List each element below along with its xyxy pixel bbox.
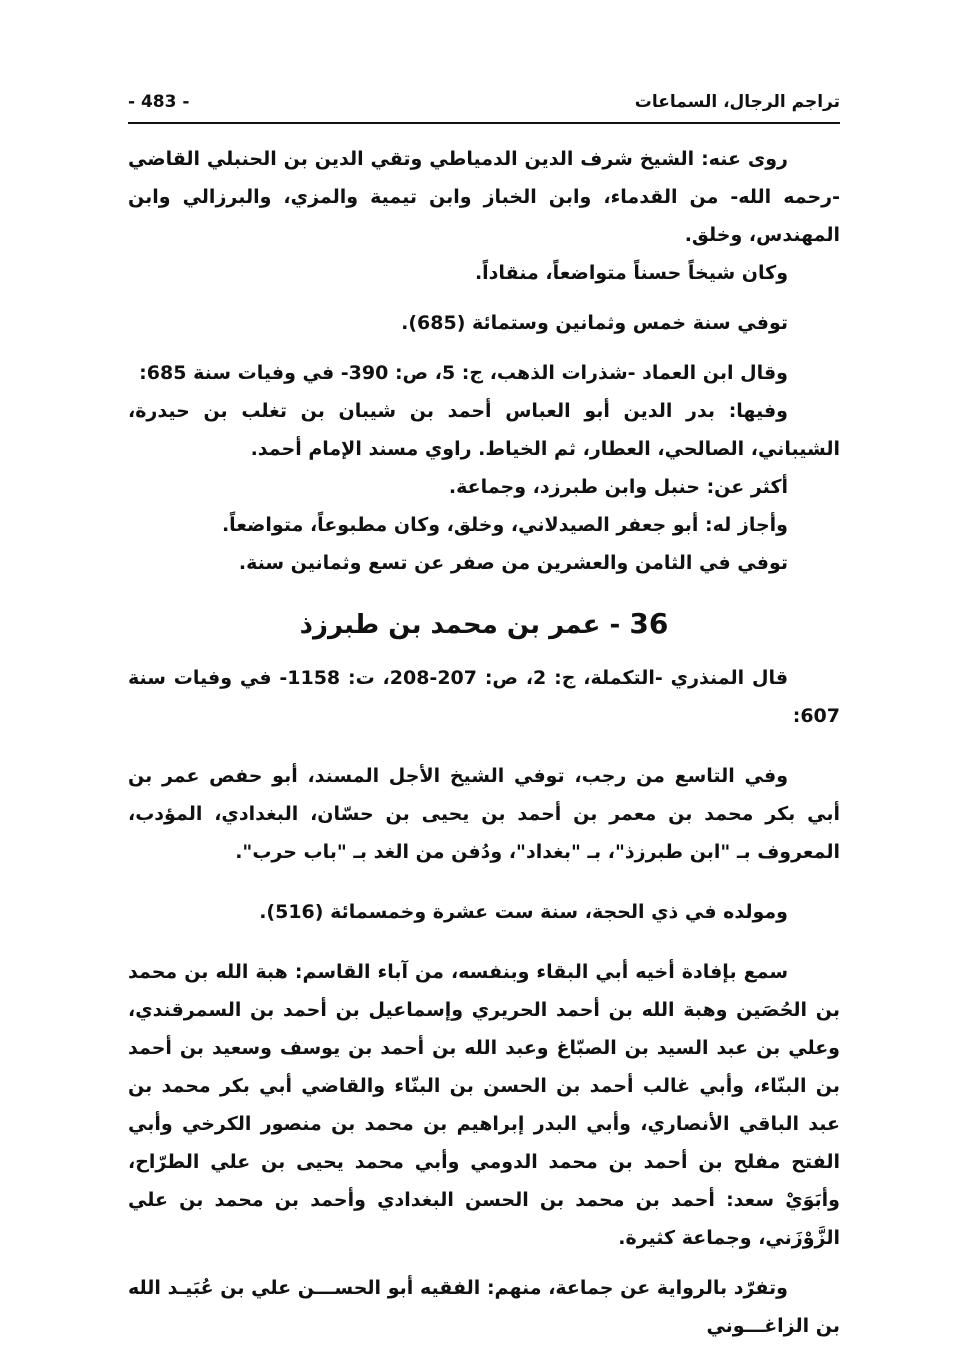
paragraph: قال المنذري -التكملة، ج: 2، ص: 207-208، ت: 1158- في وفيات سنة 607: — [128, 667, 840, 727]
entry-heading — [128, 602, 840, 647]
paragraph: روى عنه: الشيخ شرف الدين الدمياطي وتقي الدين بن الحنبلي القاضي -رحمه الله- من القدماء، وابن الخباز وابن تيمية والمزي، والبرزالي وابن المهندس، وخلق. — [128, 148, 840, 246]
page-number: - 483 - — [128, 92, 190, 112]
entry-dash: - — [609, 610, 621, 640]
paragraph: وقال ابن العماد -شذرات الذهب، ج: 5، ص: 390- في وفيات سنة 685: — [139, 362, 788, 384]
running-title: تراجم الرجال، السماعات — [634, 92, 840, 112]
paragraph: سمع بإفادة أخيه أبي البقاء وبنفسه، من آباء القاسم: هبة الله بن محمد بن الحُصَين وهبة الله بن أحمد الحريري وإسماعيل بن أحمد بن السمرقندي، وعلي بن عبد السيد بن الصبّاغ وعبد الله بن أحمد بن يوسف وسعيد بن أحمد بن البنّاء، وأبي غالب أحمد بن الحسن بن البنّاء والقاضي أبي بكر محمد بن عبد الباقي الأنصاري، وأبي البدر إبراهيم بن محمد بن منصور الكرخي وأبي الفتح مفلح بن أحمد بن محمد الدومي وأبي محمد يحيى بن علي الطرّاح، وأبَوَيْ سعد: أحمد بن محمد بن الحسن البغدادي وأحمد بن محمد بن علي الزَّوْزَني، وجماعة كثيرة. — [128, 961, 840, 1249]
paragraph: أكثر عن: حنبل وابن طبرزد، وجماعة. — [448, 476, 788, 498]
entry-number: 36 — [629, 607, 669, 640]
paragraph: وأجاز له: أبو جعفر الصيدلاني، وخلق، وكان مطبوعاً، متواضعاً. — [221, 514, 788, 536]
paragraph: وكان شيخاً حسناً متواضعاً، منقاداً. — [474, 262, 788, 284]
page-body — [128, 140, 840, 1345]
paragraph: وفي التاسع من رجب، توفي الشيخ الأجل المسند، أبو حفص عمر بن أبي بكر محمد بن معمر بن أحمد بن يحيى بن حسّان، البغدادي، المؤدب، المعروف بـ "ابن طبرزذ"، بـ "بغداد"، ودُفن من الغد بـ "باب حرب". — [128, 765, 840, 863]
page-header — [128, 88, 840, 124]
entry-name: عمر بن محمد بن طبرزذ — [299, 610, 601, 640]
paragraph: وتفرّد بالرواية عن جماعة، منهم: الفقيه أبو الحســـن علي بن عُبَيـد الله بن الزاغـــوني — [128, 1277, 840, 1337]
paragraph: ومولده في ذي الحجة، سنة ست عشرة وخمسمائة (516). — [259, 901, 788, 923]
paragraph: توفي سنة خمس وثمانين وستمائة (685). — [401, 312, 788, 334]
paragraph: وفيها: بدر الدين أبو العباس أحمد بن شيبان بن تغلب بن حيدرة، الشيباني، الصالحي، العطار، ثم الخياط. راوي مسند الإمام أحمد. — [128, 400, 840, 460]
paragraph: توفي في الثامن والعشرين من صفر عن تسع وثمانين سنة. — [238, 552, 788, 574]
